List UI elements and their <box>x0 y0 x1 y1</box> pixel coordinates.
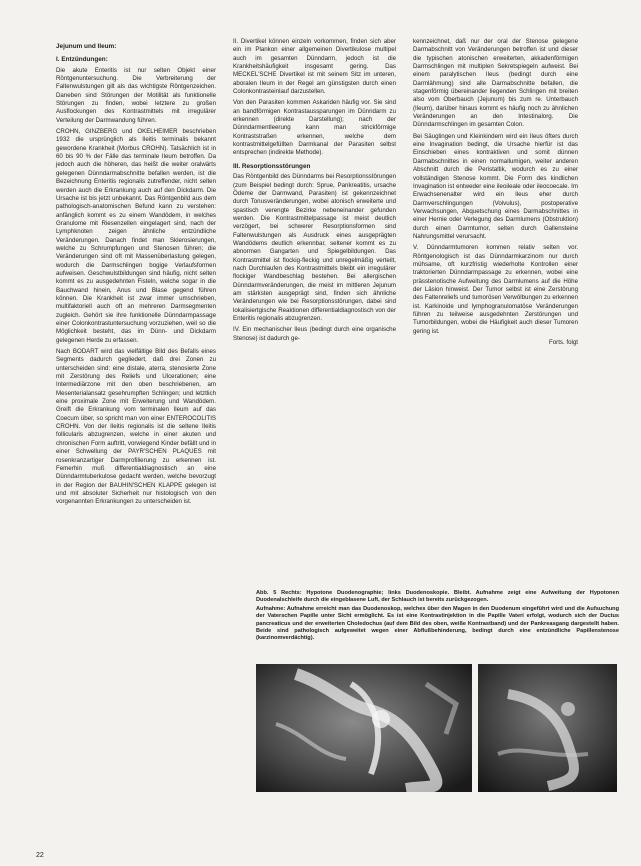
caption-title: Abb. 5 Rechts: Hypotone Duodenographie; links Duodenoskopie. Bleibt. Aufnahme zeigt eine Aufweitung der Hypotonen Duodenalschleife durch die eingeblasene Luft, der Schlauch ist bereits zurückgezogen. <box>256 590 619 604</box>
paragraph: kennzeichnet, daß nur der oral der Stenose gelegene Darmabschnitt von Veränderungen betroffen ist und dieser die typischen atonischen erweiterten, akkadenförmigen Darmschlingen mit multiplen Sekretspiegeln aufweist. Bei einem paralytischen Ileus (bedingt durch eine Darmlähmung) sind alle Darmabschnitte befallen, die stagenförmig übereinander liegenden Schlingen mit breiten also vom Oberbauch (Jejunum) bis zum re. Unterbauch (Ileum), darüber hinaus kommt es häufig noch zu ähnlichen Veränderungen an den Intestinalorg. Die Dünndarmschlingen im gesamten Colon. <box>413 38 578 129</box>
text-column-3 <box>413 38 578 350</box>
paragraph: Nach BODART wird das vielfältige Bild des Befalls eines Segments dadurch gegliedert, daß drei Zonen zu unterscheiden sind: eine distale, aterra, stenosierte Zone mit Zerstörung des Reliefs und Ulcerationen; eine Intermediärzone mit den oben beschriebenen, am Mesenterialansatz gesehrumpften Schlingen; und letztlich eine proximale Zone mit Erweiterung und Wandödem. Greift die Erkrankung vom terminalen Ileum auf das Coecum über, so spricht man von einer ENTEROCOLITIS CROHN. Von der Ileitis regionalis ist die seltene Ileitis follicularis abzugrenzen, welche in einer akuten und chronischen Form auftritt, vorwiegend Kinder befällt und in einer Schwellung der PAYR'SCHEN PLAQUES mit rosenkranzartiger Darmprofilierung zu erkennen ist. Femerhin muß differentialdiagnostisch an eine Dünndarmtuberkulose gedacht werden, welche bevorzugt in der Region der BAUHIN'SCHEN KLAPPE gelegen ist und mit absoluter Sicherheit nur histologisch von den vorgenannten Erkrankungen zu unterscheiden ist. <box>56 348 216 506</box>
paragraph: Bei Säuglingen und Kleinkindern wird ein Ileus öfters durch eine Invagination bedingt, die Ursache hierfür ist das Einschieben eines kontraktiven und somit dünnen Darmabschnittes in einen normallumigen, weiter anderen Abschnitt durch die Peristaltik, wodurch es zu einer vollständigen Stenose kommt. Die Form des kindlichen Invagination ist entweder eine ileoileale oder ileocoecale. Im Erwachsenenalter wird ein Ileus eher durch Darmverschlingungen (Volvulus), postoperative Verwachsungen, Abquetschung eines Darmabschnittes in einer Hernie oder Verlegung des Darmlumens (Obstruktion) durch einen Darmtumor, selten durch Gallensteine Nahrungsmittel verursacht. <box>413 132 578 240</box>
page-number: 22 <box>36 852 44 859</box>
paragraph: Die akute Enteritis ist nur selten Objekt einer Röntgenuntersuchung. Die Verbreiterung der Faltenwulstungen gilt als das wichtigste Röntgenzeichen. Daneben sind Störungen der Motilität als funktionelle Störungen zu finden, wobei letztere zu großen Ausflockungen des Kontrastmittels mit irregulärer Verteilung der Darmwandung führen. <box>56 66 216 124</box>
paragraph: V. Dünndarmtumoren kommen relativ selten vor. Röntgenologisch ist das Dünndarmkarzinom nur durch mühsame, oft kurzfristig wiederholte Kontrollen einer traktorierten Dünndarmpassage zu erkennen, wobei eine prässtenotische Aufweitung des Darmlumens auf die Höhe der Läsion hinweist. Der Tumor selbst ist eine Zerstörung des Faltenreliefs und tumorösen Verwölbungen zu erkennen ist. Karkinoide und lymphogranulomatöse Veränderungen führen zu teilweise ausgedehnten Zerstörungen und Tumorbildungen, wobei die Häufigkeit auch dieser Tumoren gering ist. <box>413 244 578 335</box>
figure-caption <box>256 590 619 644</box>
xray-duodenography-image <box>256 664 472 792</box>
text-column-1 <box>56 38 216 510</box>
heading-resorptionsstoerungen: III. Resorptionsstörungen <box>233 162 311 170</box>
paragraph: CROHN, GINZBERG und OKELHEIMER beschrieben 1932 die ursprünglich als Ileitis terminalis bekannt gewordene Krankheit (Morbus CROHN). Tatsächlich ist in 60 bis 90 % der Fälle das terminale Ileum betroffen. Da jedoch auch die höheren, das heißt die weiter oralwärts gelegenen Dünndarmabschnitte befallen werden, ist die Bezeichnung Enteritis regionalis zutreffender, nicht selten werden auch die Erkrankung auch auf den Dickdarm. Die Ursache ist bis jetzt unbekannt. Das Röntgenbild aus dem pathologisch-anatomischen Befund kann zu verstehen: anfänglich kommt es zu einem Wandödem, in welches Granulome mit Riesenzellen eingelagert sind, nach der Lymphknoten zeigen ähnliche entzündliche Veränderungen. Danach findet man Sklerosierungen, welche zu Schrumpfungen und Stenosen führen; die Veränderungen sind oft mit Massenüberlastung gelegen, wodurch die Darmschlingen bogige Verlaufsformen aufweisen. Geschwulstbildungen sind häufig, nicht selten kommt es zu ausgedehnten Fisteln, welche sogar in die Bauchwand hinein, Anus und Blase gegend führen können. Die Krankheit ist zwar immer umschrieben, multifaktoriell auch oft an mehreren Darmsegmenten zugleich. Gehört sie ihre funktionelle Dünndarmpassage einer Colonkontrastuntersuchung vorzuziehen, weil so die Möglichkeit besteht, das im Dünn- und Dickdarm gelegenen Herde zu erfassen. <box>56 128 216 344</box>
section-intro: Jejunum und Ileum: <box>56 43 117 50</box>
paragraph: Das Röntgenbild des Dünndarms bei Resorptionsstörungen (zum Beispiel bedingt durch: Sprue, Pankreatitis, ursache Ödeme der Darmwand, Parasiten) ist gekennzeichnet durch Tonusveränderungen, wobei atonisch erweiterte und spastisch verengte Bezirke nebeneinander gefunden werden. Die Kontrastmittelpassage ist meist deutlich verzögert, bei schwerer Resorptionsformen sind Faltenwulstungen als Ausdruck eines ausgeprägten Wandödems deutlich erkennbar, seltener kommt es zu abnormen Gangarten und Spiegelbildungen. Das Kontrastmittel ist flockig-fleckig und unregelmäßig verteilt, nach Durchlaufen des Kontrastmittels bleibt ein irregulärer flockiger Wandbeschlag bestehen. Bei allergischen Dünndarmveränderungen, die meist im mittleren Jejunum am stärksten ausgeprägt sind, finden sich ähnliche Veränderungen wie bei Resorptionsstörungen, dabei sind lokalisiertgische Reaktionen differentialdiagnostisch von der Enteritis regionalis abzugrenzen. <box>233 173 396 322</box>
continuation-note: Forts. folgt <box>548 339 578 347</box>
paragraph: II. Divertikel können einzeln vorkommen, finden sich aber ein im Plankon einer allgemeinen Divertikulose multipel auch im gesamten Dünndarm, jedoch ist die Krankheitshäufigkeit insgesamt gering. Das MECKEL'SCHE Divertikel ist mit seinem Sitz im unteren, aboralen Ileum in der Regel am günstigsten durch einen Colonkontrasteinlauf darzustellen. <box>233 38 396 96</box>
xray-duodenoscopy-image <box>478 664 617 792</box>
paragraph: Von den Parasiten kommen Askariden häufig vor. Sie sind an bandförmigen Kontrastaussparungen im Dünndarm zu erkennen (direkte Darstellung); nach der Dünndarmentleerung kann man strickförmige Kontraststraßen erkennen, welche dem kontrastmittelgefüllten Darmkanal der Parasiten selbst entsprechen (indirekte Methode). <box>233 99 396 157</box>
paragraph: IV. Ein mechanischer Ileus (bedingt durch eine organische Stenose) ist dadurch ge- <box>233 326 396 342</box>
text-column-2 <box>233 38 396 346</box>
heading-entzuendungen: I. Entzündungen: <box>56 56 108 64</box>
caption-body: Aufnahme: Aufnahme erreicht man das Duodenoskop, welches über den Magen in den Duodenum eingeführt wird und die Aufsuchung der Vaterschen Papille unter Sicht ermöglicht. Es ist eine Kontrastinjektion in die Papille Vateri erfolgt, wodurch sich der Ductus pancreaticus und der erweiterten Choledochus (auf dem Bild des oben, weiße Kontrastband) und der Pankreasgang dargestellt haben. Beide sind pathologisch aufgeweitet wegen einer Abflußbehinderung, bedingt durch eine entzündliche Papillenstenose (karzinomverdächtig). <box>256 605 619 642</box>
